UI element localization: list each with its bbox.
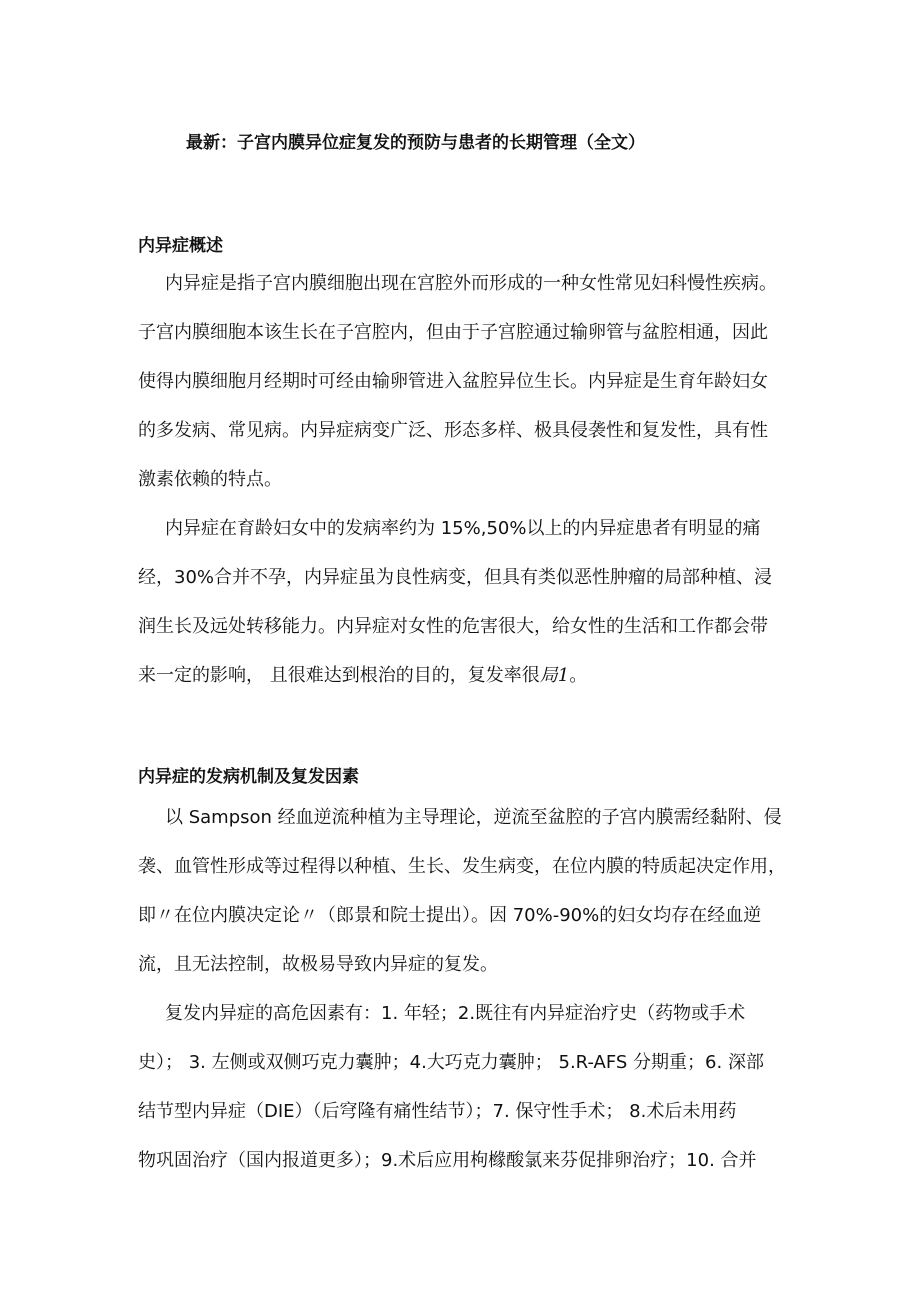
paragraph-line: 即〃在位内膜决定论〃（郎景和院士提出）。因 70%-90%的妇女均存在经血逆 <box>138 905 762 926</box>
paragraph-line-end: 。 <box>569 665 588 686</box>
paragraph-line: 以 Sampson 经血逆流种植为主导理论，逆流至盆腔的子宫内膜需经黏附、侵 <box>165 807 782 828</box>
paragraph-line: 经，30%合并不孕，内异症虽为良性病变，但具有类似恶性肿瘤的局部种植、浸 <box>138 567 773 588</box>
paragraph-line: 子宫内膜细胞本该生长在子宫腔内，但由于子宫腔通过输卵管与盆腔相通，因此 <box>138 322 768 343</box>
paragraph-line-text: 来一定的影响， 且很难达到根治的目的，复发率很 <box>138 665 540 686</box>
paragraph-line: 复发内异症的高危因素有：1. 年轻；2.既往有内异症治疗史（药物或手术 <box>165 1003 746 1024</box>
paragraph-line: 激素依赖的特点。 <box>138 469 282 490</box>
paragraph-line: 结节型内异症（DIE）（后穹隆有痛性结节）；7. 保守性手术； 8.术后未用药 <box>138 1101 737 1122</box>
paragraph-line: 的多发病、常见病。内异症病变广泛、形态多样、极具侵袭性和复发性，具有性 <box>138 420 768 441</box>
section-heading-mechanism: 内异症的发病机制及复发因素 <box>138 767 359 787</box>
paragraph-line: 使得内膜细胞月经期时可经由输卵管进入盆腔异位生长。内异症是生育年龄妇女 <box>138 371 768 392</box>
garbled-text: 局1 <box>539 665 570 686</box>
section-heading-overview: 内异症概述 <box>138 236 223 256</box>
paragraph-line: 流，且无法控制，故极易导致内异症的复发。 <box>138 954 498 975</box>
paragraph-line: 史）； 3. 左侧或双侧巧克力囊肿；4.大巧克力囊肿； 5.R-AFS 分期重；6. 深部 <box>138 1052 764 1073</box>
paragraph-line: 袭、血管性形成等过程得以种植、生长、发生病变，在位内膜的特质起决定作用， <box>138 856 786 877</box>
paragraph-line: 内异症是指子宫内膜细胞出现在宫腔外而形成的一种女性常见妇科慢性疾病。 <box>165 273 777 294</box>
paragraph-line: 内异症在育龄妇女中的发病率约为 15%,50%以上的内异症患者有明显的痛 <box>165 518 761 539</box>
document-title: 最新：子宫内膜异位症复发的预防与患者的长期管理（全文） <box>186 133 645 153</box>
paragraph-line: 润生长及远处转移能力。内异症对女性的危害很大，给女性的生活和工作都会带 <box>138 616 768 637</box>
paragraph-line: 物巩固治疗（国内报道更多）；9.术后应用枸橼酸氯来芬促排卵治疗；10. 合并 <box>138 1150 757 1171</box>
paragraph-line <box>138 664 587 688</box>
